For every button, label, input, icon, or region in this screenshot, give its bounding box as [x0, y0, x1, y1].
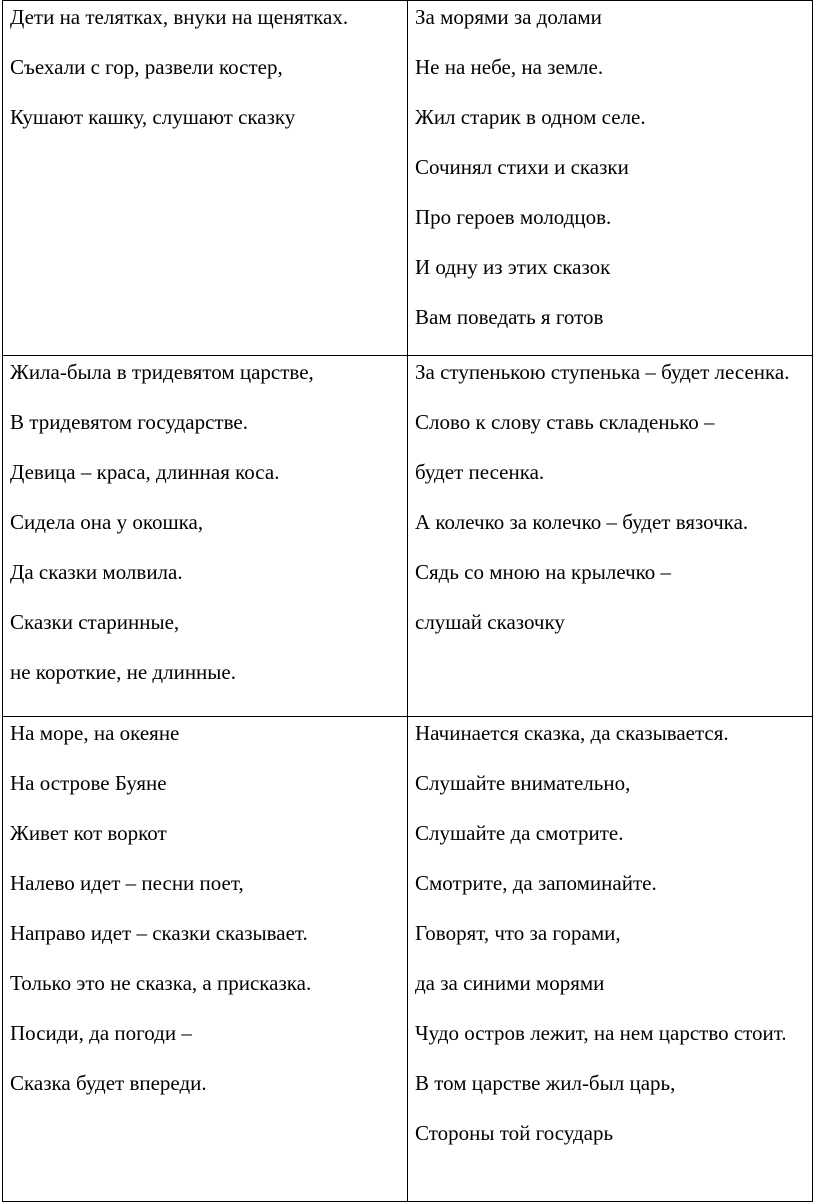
verse-block	[3, 1, 407, 130]
verse-line: Чудо остров лежит, на нем царство стоит.	[415, 1021, 787, 1045]
verse-line: А колечко за колечко – будет вязочка.	[415, 510, 749, 534]
verse-line: На острове Буяне	[10, 771, 167, 795]
table-row	[3, 356, 813, 717]
verse-line: Начинается сказка, да сказывается.	[415, 721, 729, 745]
verse-line: Посиди, да погоди –	[10, 1021, 192, 1045]
verses-table	[2, 0, 813, 1202]
verse-line: Сидела она у окошка,	[10, 510, 204, 534]
verse-line: Жил старик в одном селе.	[415, 105, 646, 129]
verse-line: Сказки старинные,	[10, 610, 180, 634]
verse-line: Говорят, что за горами,	[415, 921, 621, 945]
verse-line: Да сказки молвила.	[10, 560, 183, 584]
verse-line: Стороны той государь	[415, 1121, 614, 1145]
verse-line: Слово к слову ставь складенько –	[415, 410, 715, 434]
verse-line: Слушайте внимательно,	[415, 771, 631, 795]
verse-line: Смотрите, да запоминайте.	[415, 871, 657, 895]
table-cell	[408, 1, 813, 356]
verse-block	[408, 717, 812, 1146]
verse-line: Направо идет – сказки сказывает.	[10, 921, 308, 945]
verse-line: Не на небе, на земле.	[415, 55, 604, 79]
verse-line: Кушают кашку, слушают сказку	[10, 105, 296, 129]
verse-line: Девица – краса, длинная коса.	[10, 460, 280, 484]
table-cell	[408, 356, 813, 717]
verse-line: За ступенькою ступенька – будет лесенка.	[415, 360, 790, 384]
verse-line: Живет кот воркот	[10, 821, 167, 845]
verse-line: Жила-была в тридевятом царстве,	[10, 360, 314, 384]
verse-line: Съехали с гор, развели костер,	[10, 55, 283, 79]
table-cell	[3, 717, 408, 1202]
verse-block	[3, 356, 407, 685]
verse-block	[3, 717, 407, 1096]
table-row	[3, 717, 813, 1202]
verse-line: В том царстве жил-был царь,	[415, 1071, 676, 1095]
table-row	[3, 1, 813, 356]
verse-line: да за синими морями	[415, 971, 605, 995]
verse-line: За морями за долами	[415, 5, 602, 29]
verse-block	[408, 1, 812, 330]
verse-line: На море, на океяне	[10, 721, 180, 745]
verse-line: Налево идет – песни поет,	[10, 871, 244, 895]
verse-line: Дети на телятках, внуки на щенятках.	[10, 5, 349, 29]
table-cell	[408, 717, 813, 1202]
verse-line: Вам поведать я готов	[415, 305, 604, 329]
table-cell	[3, 356, 408, 717]
verse-line: слушай сказочку	[415, 610, 565, 634]
verse-line: В тридевятом государстве.	[10, 410, 248, 434]
verse-line: Сядь со мною на крылечко –	[415, 560, 672, 584]
verse-block	[408, 356, 812, 635]
table-cell	[3, 1, 408, 356]
verse-line: не короткие, не длинные.	[10, 660, 236, 684]
verse-line: будет песенка.	[415, 460, 545, 484]
verse-line: Только это не сказка, а присказка.	[10, 971, 312, 995]
verse-line: Сказка будет впереди.	[10, 1071, 207, 1095]
verse-line: Сочинял стихи и сказки	[415, 155, 629, 179]
verse-line: И одну из этих сказок	[415, 255, 611, 279]
verse-line: Слушайте да смотрите.	[415, 821, 624, 845]
verse-line: Про героев молодцов.	[415, 205, 612, 229]
